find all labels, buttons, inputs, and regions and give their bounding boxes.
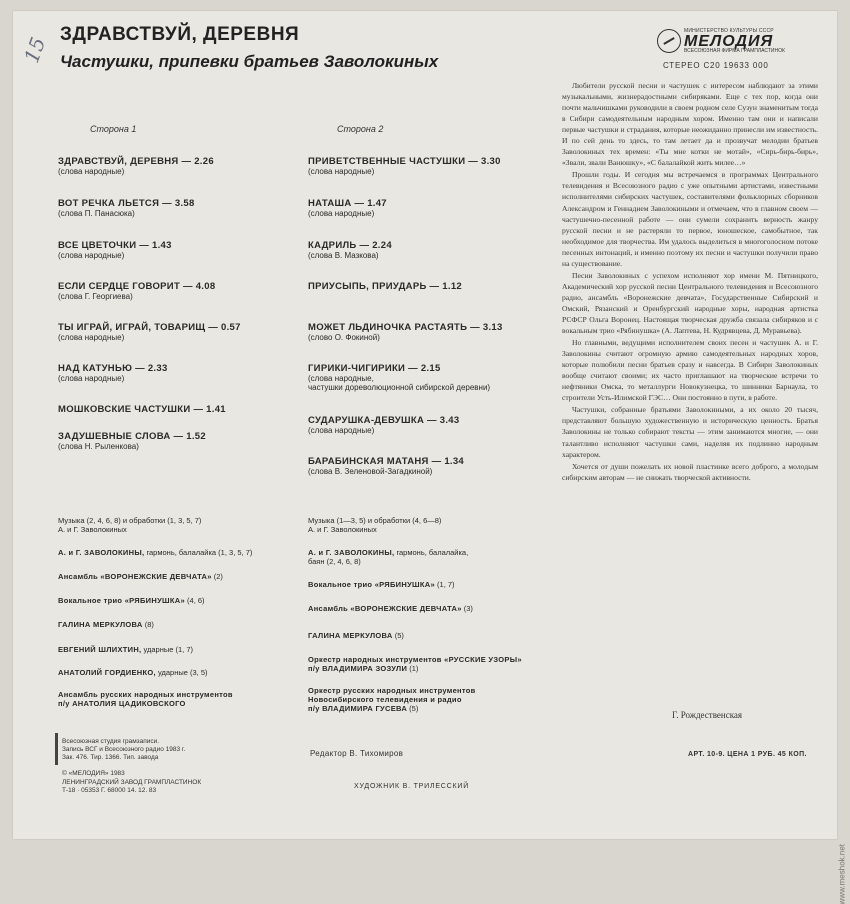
track-lyricist: (слова В. Мазкова)	[308, 251, 379, 260]
track-title: ЗДРАВСТВУЙ, ДЕРЕВНЯ — 2.26	[58, 156, 214, 167]
side1-label: Сторона 1	[90, 124, 137, 134]
plant-info: ЛЕНИНГРАДСКИЙ ЗАВОД ГРАМПЛАСТИНОК Т-18 · 05353 Г. 68000 14. 12. 83	[62, 779, 202, 794]
track-lyricist: (слова народные,	[308, 374, 374, 383]
watermark: www.meshok.net	[837, 844, 846, 904]
performer-credit	[308, 686, 476, 695]
track-lyricist: частушки дореволюционной сибирской деревни)	[308, 383, 491, 392]
liner-notes-paragraph: Песни Заволокиных с успехом исполняют хор имени М. Пятницкого, Академический хор русской песни Центрального телевидения и Всесоюзного радио, ансамбль «Воронежские девчата», Государственные Сибирский и Омский, Рязанский и Оренбургский народные хоры, народная артистка РСФСР Ольга Воронец. Настоящая творческая дружба связала сибиряков и с вокальным трио «Рябинушка» (А. Лаптева, Н. Кудрявцева, Д. Муравьева).	[562, 270, 818, 336]
track-title: ЕСЛИ СЕРДЦЕ ГОВОРИТ — 4.08	[58, 281, 216, 292]
performer-role: баян (2, 4, 6, 8)	[308, 557, 361, 566]
performer-name: А. и Г. ЗАВОЛОКИНЫ,	[308, 548, 395, 557]
track-item	[58, 240, 172, 260]
performer-name: ГАЛИНА МЕРКУЛОВА	[58, 620, 143, 629]
track-title: СУДАРУШКА-ДЕВУШКА — 3.43	[308, 415, 460, 426]
performer-role: (5)	[392, 631, 404, 640]
performer-credit	[58, 668, 208, 677]
track-item	[308, 363, 490, 392]
catalog-number: СТЕРЕО С20 19633 000	[663, 61, 769, 70]
footer-divider	[55, 733, 58, 765]
performer-name: Ансамбль «ВОРОНЕЖСКИЕ ДЕВЧАТА»	[308, 604, 462, 613]
brand-name: МЕЛОДИЯ	[684, 33, 774, 50]
track-lyricist: (слова народные)	[308, 209, 375, 218]
performer-role: Музыка (2, 4, 6, 8) и обработки (1, 3, 5, 7)	[58, 516, 202, 525]
track-item	[58, 156, 214, 176]
track-item	[58, 363, 168, 383]
liner-notes	[562, 80, 818, 484]
track-title: ВСЕ ЦВЕТОЧКИ — 1.43	[58, 240, 172, 251]
track-lyricist: (слова Г. Георгиева)	[58, 292, 133, 301]
track-lyricist: (слова народные)	[58, 251, 125, 260]
album-subtitle: Частушки, припевки братьев Заволокиных	[60, 52, 439, 71]
ministry-text: МИНИСТЕРСТВО КУЛЬТУРЫ СССР	[684, 28, 774, 34]
performer-role: А. и Г. Заволокиных	[58, 525, 127, 534]
performer-credit	[58, 645, 193, 654]
track-lyricist: (слова П. Панасюка)	[58, 209, 135, 218]
performer-role: (3)	[461, 604, 473, 613]
performer-credit	[308, 516, 441, 525]
performer-role: Музыка (1—3, 5) и обработки (4, 6—8)	[308, 516, 442, 525]
performer-role: (1)	[407, 664, 419, 673]
track-title: КАДРИЛЬ — 2.24	[308, 240, 392, 251]
liner-notes-paragraph: Частушки, собранные братьями Заволокиными, а их около 20 тысяч, представляют большую художественную и историческую ценность. Братья Заволокины не только собирают тексты — этим занимаются многие, — они талантливо исполняют частушки сами, наделяя их подлинно народным характером.	[562, 405, 818, 459]
track-item	[308, 456, 464, 476]
copyright: © «МЕЛОДИЯ» 1983	[62, 770, 125, 777]
artist-credit: ХУДОЖНИК В. ТРИЛЕССКИЙ	[354, 783, 470, 790]
track-item	[308, 415, 459, 435]
side2-label: Сторона 2	[337, 124, 384, 134]
track-lyricist: (слова В. Зеленовой-Загадкиной)	[308, 467, 433, 476]
performer-name: п/у ВЛАДИМИРА ЗОЗУЛИ	[308, 664, 408, 673]
performer-credit	[58, 620, 154, 629]
performer-role: (1, 7)	[434, 580, 455, 589]
performer-role: (4, 6)	[184, 596, 205, 605]
performer-credit	[58, 572, 223, 581]
performer-credit	[58, 548, 252, 557]
liner-notes-paragraph: Но главными, ведущими исполнителем своих песен и частушек А. и Г. Заволокины считают огромную армию самодеятельных народных хоров, которые полюбили песни братьев сразу и навсегда. В Сибири Заволокиных вообще считают своими; их часто приглашают на творческие встречи то нефтяники Омска, то металлурги Новокузнецка, то шинники Барнаула, то строители Усть-Илимской ГЭС… Они постоянно в пути, в работе.	[562, 338, 818, 403]
performer-role: ударные (3, 5)	[155, 668, 208, 677]
performer-credit	[58, 516, 201, 525]
track-title: МОЖЕТ ЛЬДИНОЧКА РАСТАЯТЬ — 3.13	[308, 322, 503, 333]
track-title: ВОТ РЕЧКА ЛЬЕТСЯ — 3.58	[58, 198, 195, 209]
performer-name: Ансамбль «ВОРОНЕЖСКИЕ ДЕВЧАТА»	[58, 572, 212, 581]
performer-credit	[308, 525, 377, 534]
track-title: ПРИВЕТСТВЕННЫЕ ЧАСТУШКИ — 3.30	[308, 156, 501, 167]
performer-name: Ансамбль русских народных инструментов	[58, 690, 233, 699]
performer-name: п/у ВЛАДИМИРА ГУСЕВА	[308, 704, 408, 713]
track-lyricist: (слова народные)	[58, 374, 125, 383]
track-item	[308, 322, 503, 342]
melodiya-emblem-icon	[657, 29, 681, 53]
performer-credit	[58, 699, 186, 708]
track-item	[58, 431, 206, 451]
track-lyricist: (слово О. Фокиной)	[308, 333, 380, 342]
performer-role: (5)	[407, 704, 419, 713]
performer-name: Вокальное трио «РЯБИНУШКА»	[308, 580, 435, 589]
liner-notes-signature: Г. Рождественская	[672, 710, 743, 720]
track-title: ТЫ ИГРАЙ, ИГРАЙ, ТОВАРИЩ — 0.57	[58, 322, 241, 333]
liner-notes-paragraph: Хочется от души пожелать их новой пластинке всего доброго, а молодым сибирским авторам — не снижать творческой активности.	[562, 461, 818, 482]
performer-name: Оркестр народных инструментов «РУССКИЕ УЗОРЫ»	[308, 655, 522, 664]
track-title: МОШКОВСКИЕ ЧАСТУШКИ — 1.41	[58, 404, 226, 415]
performer-credit	[308, 664, 418, 673]
track-lyricist: (слова Н. Рыленкова)	[58, 442, 139, 451]
performer-role: А. и Г. Заволокиных	[308, 525, 377, 534]
track-item	[308, 281, 462, 292]
track-lyricist: (слова народные)	[58, 167, 125, 176]
performer-credit	[308, 580, 455, 589]
track-lyricist: (слова народные)	[58, 333, 125, 342]
company-text: ВСЕСОЮЗНАЯ ФИРМА ГРАМПЛАСТИНОК	[684, 48, 785, 54]
performer-credit	[308, 557, 361, 566]
track-item	[308, 240, 392, 260]
performer-name: п/у АНАТОЛИЯ ЦАДИКОВСКОГО	[58, 699, 186, 708]
performer-credit	[308, 631, 404, 640]
performer-credit	[58, 525, 127, 534]
performer-name: Новосибирского телевидения и радио	[308, 695, 462, 704]
track-item	[308, 156, 501, 176]
track-title: НАД КАТУНЬЮ — 2.33	[58, 363, 168, 374]
performer-name: Оркестр русских народных инструментов	[308, 686, 476, 695]
track-title: ГИРИКИ-ЧИГИРИКИ — 2.15	[308, 363, 441, 374]
track-title: НАТАША — 1.47	[308, 198, 387, 209]
performer-name: А. и Г. ЗАВОЛОКИНЫ,	[58, 548, 145, 557]
performer-role: (8)	[142, 620, 154, 629]
performer-name: Вокальное трио «РЯБИНУШКА»	[58, 596, 185, 605]
performer-credit	[308, 604, 473, 613]
liner-notes-paragraph: Прошли годы. И сегодня мы встречаемся в программах Центрального телевидения и Всесоюзного радио с уже опытными артистами, известными исполнителями сибирских частушек, составителями фольклорных сборников Александром и Геннадием Заволокиными и отмечаем, что в главном своем — частушечно-песенной работе — они сумели сохранить верность жанру русской песни и не растеряли то первое, юношеское, самобытное, так необходимое для творчества. Им удалось выделиться в многоголосном потоке песенных интонаций, и именно поэтому их песни и частушки получили право на существование.	[562, 170, 818, 268]
track-item	[308, 198, 387, 218]
performer-role: ударные (1, 7)	[141, 645, 194, 654]
melodiya-logo	[657, 29, 833, 55]
performer-name: ЕВГЕНИЙ ШЛИХТИН,	[58, 645, 142, 654]
performer-role: гармонь, балалайка (1, 3, 5, 7)	[144, 548, 253, 557]
track-item	[58, 322, 241, 342]
studio-info: Всесоюзная студия грамзаписи. Запись ВСГ и Всесоюзного радио 1983 г. Зак. 476. Тир. 1366. Тип. завода	[62, 738, 186, 761]
track-lyricist: (слова народные)	[308, 167, 375, 176]
performer-credit	[308, 548, 468, 557]
track-lyricist: (слова народные)	[308, 426, 375, 435]
track-title: ПРИУСЫПЬ, ПРИУДАРЬ — 1.12	[308, 281, 462, 292]
performer-role: (2)	[211, 572, 223, 581]
performer-credit	[308, 695, 462, 704]
performer-credit	[58, 596, 205, 605]
performer-credit	[308, 655, 522, 664]
track-title: БАРАБИНСКАЯ МАТАНЯ — 1.34	[308, 456, 465, 467]
performer-credit	[308, 704, 418, 713]
track-item	[58, 281, 215, 301]
performer-credit	[58, 690, 233, 699]
album-title: ЗДРАВСТВУЙ, ДЕРЕВНЯ	[60, 24, 300, 45]
track-title: ЗАДУШЕВНЫЕ СЛОВА — 1.52	[58, 431, 206, 442]
track-item	[58, 404, 226, 415]
performer-name: АНАТОЛИЙ ГОРДИЕНКО,	[58, 668, 156, 677]
price-info: АРТ. 10-9. ЦЕНА 1 РУБ. 45 КОП.	[688, 751, 807, 758]
liner-notes-paragraph: Любители русской песни и частушек с интересом наблюдают за этими музыкальными, жизнерадостными сибиряками. Еще с тех пор, когда они почти мальчишками руководили в своем родном селе Сузун знаменитым тогда в Сибири самодеятельным народным хором. Именно там они и написали первые частушки и страдания, которые неожиданно принесли им известность. И по сей день то здесь, то там летает да и прозвучат мелодии братьев Заволокиных тех времен: «Ты мне котки не мотай», «Сирь-бирь-бирь», «Звали, звали Ванюшку», «С балалайкой жить милее…»	[562, 81, 818, 168]
track-item	[58, 198, 195, 218]
editor-credit: Редактор В. Тихомиров	[310, 749, 404, 758]
handwritten-number: 15	[19, 33, 51, 67]
performer-role: гармонь, балалайка,	[394, 548, 469, 557]
performer-name: ГАЛИНА МЕРКУЛОВА	[308, 631, 393, 640]
